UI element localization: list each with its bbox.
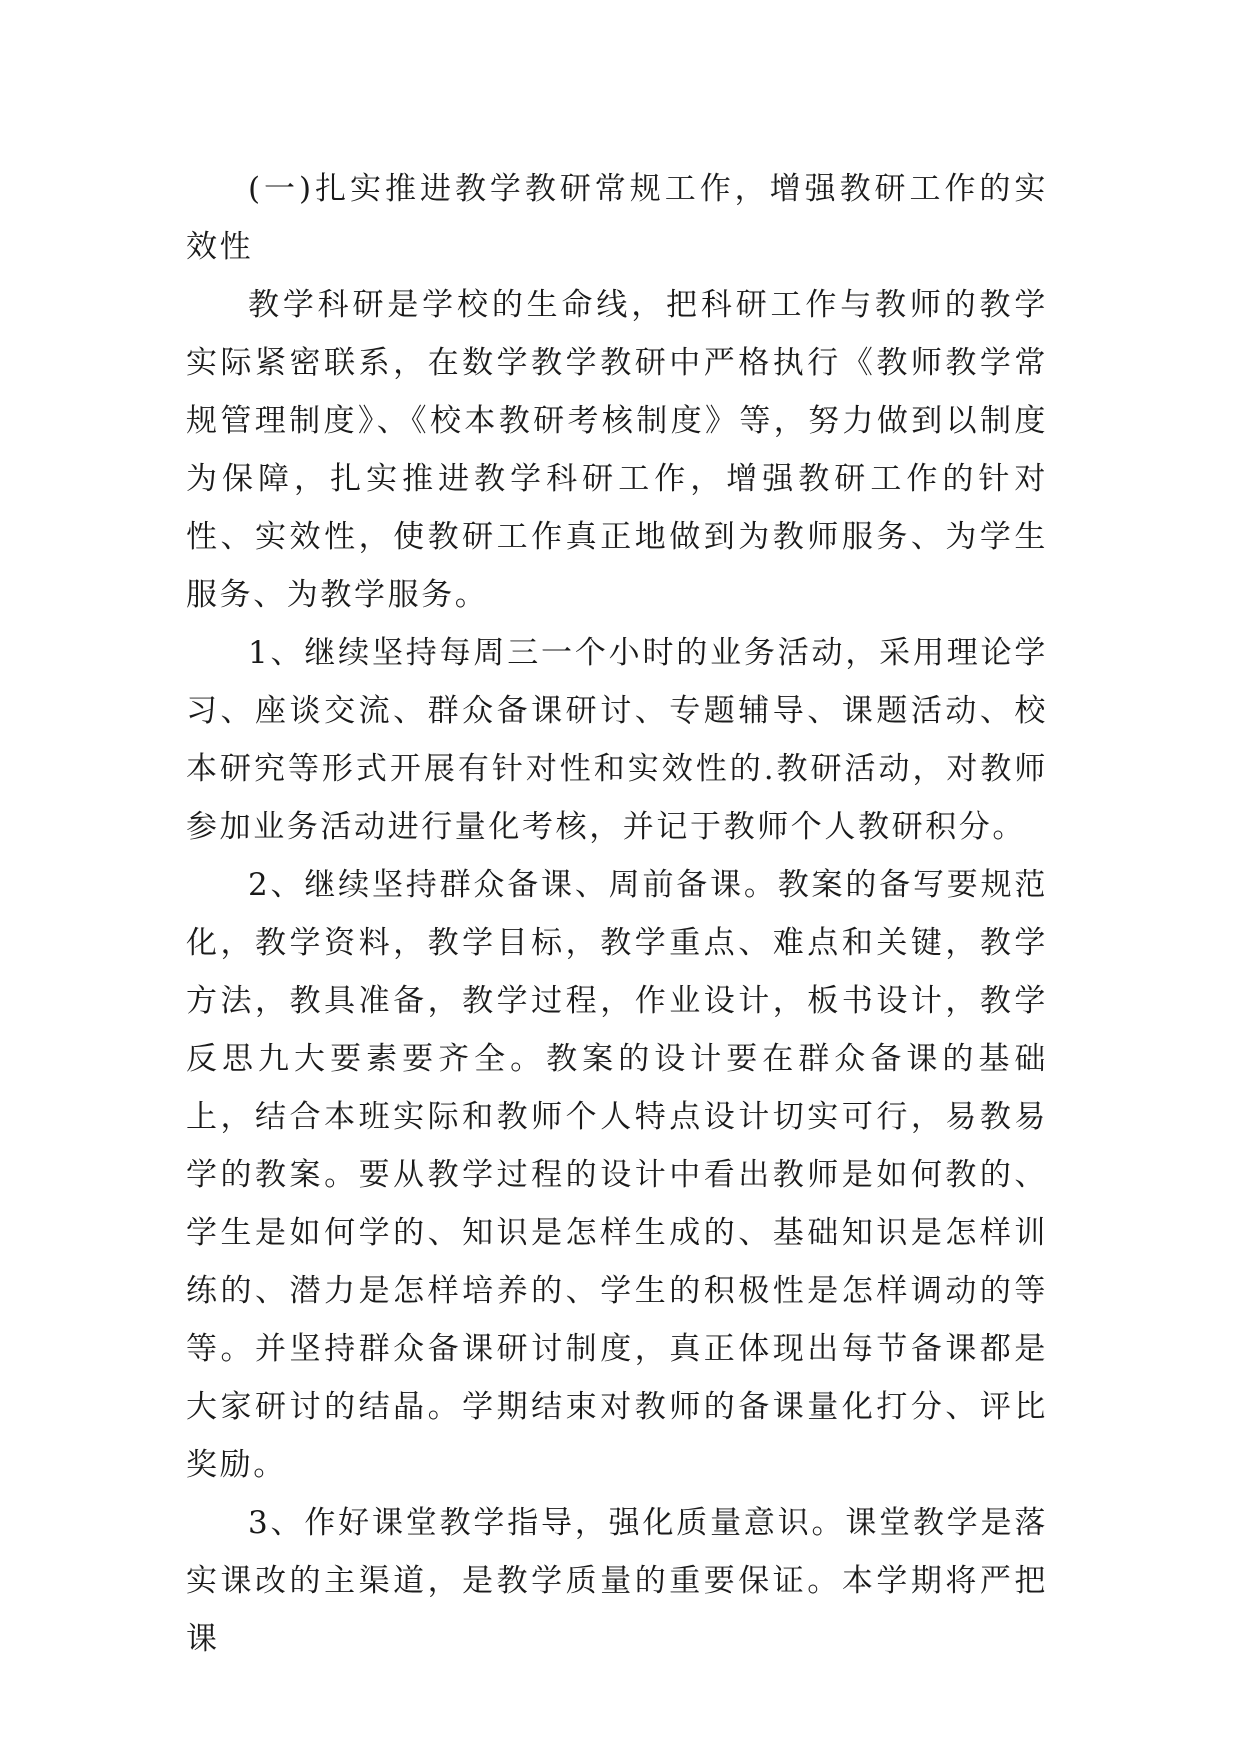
body-paragraph-item-1: 1、继续坚持每周三一个小时的业务活动，采用理论学习、座谈交流、群众备课研讨、专题辅导、课题活动、校本研究等形式开展有针对性和实效性的.教研活动，对教师参加业务活动进行量化考核，并记于教师个人教研积分。 <box>186 635 1048 845</box>
body-paragraph-item-2: 2、继续坚持群众备课、周前备课。教案的备写要规范化，教学资料，教学目标，教学重点、难点和关键，教学方法，教具准备，教学过程，作业设计，板书设计，教学反思九大要素要齐全。教案的设计要在群众备课的基础上，结合本班实际和教师个人特点设计切实可行，易教易学的教案。要从教学过程的设计中看出教师是如何教的、学生是如何学的、知识是怎样生成的、基础知识是怎样训练的、潜力是怎样培养的、学生的积极性是怎样调动的等等。并坚持群众备课研讨制度，真正体现出每节备课都是大家研讨的结晶。学期结束对教师的备课量化打分、评比奖励。 <box>186 867 1048 1483</box>
body-paragraph-intro: 教学科研是学校的生命线，把科研工作与教师的教学实际紧密联系，在数学教学教研中严格执行《教师教学常规管理制度》、《校本教研考核制度》等，努力做到以制度为保障，扎实推进教学科研工作，增强教研工作的针对性、实效性，使教研工作真正地做到为教师服务、为学生服务、为教学服务。 <box>186 287 1048 613</box>
document-body <box>186 160 1048 1668</box>
section-heading: (一)扎实推进教学教研常规工作，增强教研工作的实效性 <box>186 171 1048 265</box>
body-paragraph-item-3: 3、作好课堂教学指导，强化质量意识。课堂教学是落实课改的主渠道，是教学质量的重要保证。本学期将严把课 <box>186 1505 1048 1657</box>
